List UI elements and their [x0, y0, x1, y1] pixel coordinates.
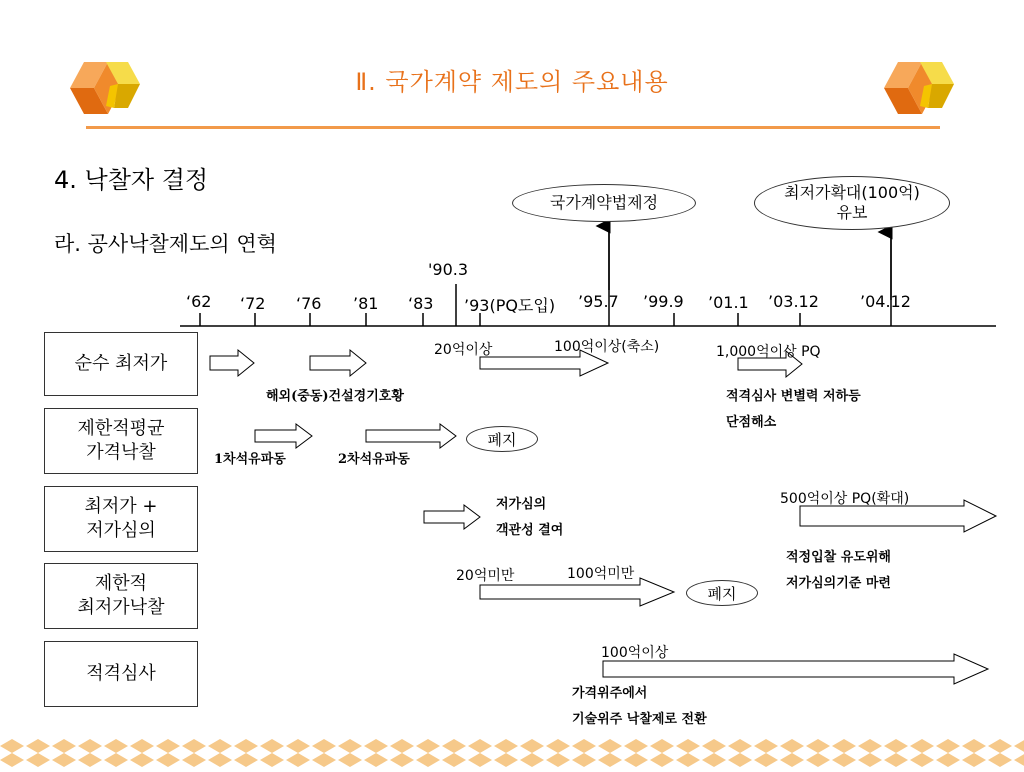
row-label: 순수 최저가 — [74, 353, 168, 374]
note-low-bid-review: 저가심의 — [496, 497, 547, 512]
abolished-badge-2 — [686, 580, 758, 606]
row-limited-average-price — [44, 408, 198, 474]
year-99-9: ’99.9 — [643, 292, 684, 311]
abolished-badge-1 — [466, 426, 538, 452]
year-95-7: ’95.7 — [578, 292, 619, 311]
note-proper-bidding: 적정입찰 유도위해 — [786, 550, 891, 565]
note-oil-shock-1: 1차석유파동 — [214, 452, 286, 467]
label-20-over: 20억이상 — [434, 342, 493, 358]
year-04-12: ’04.12 — [860, 292, 911, 311]
lowest-price-line1: 최저가확대(100억) — [784, 183, 920, 202]
slide-title: Ⅱ. 국가계약 제도의 주요내용 — [355, 68, 669, 96]
label-20-under: 20억미만 — [456, 568, 515, 584]
row-label-line1: 제한적 — [94, 573, 148, 594]
row-label-line2: 최저가낙찰 — [77, 597, 165, 618]
lowest-price-line2: 유보 — [836, 203, 868, 222]
note-lack-objectivity: 객관성 결여 — [496, 523, 564, 538]
row-label-line1: 제한적평균 — [77, 418, 165, 439]
label-1000-pq: 1,000억이상 PQ — [716, 344, 821, 360]
footer-diamond-pattern — [0, 738, 1024, 768]
law-enactment-text: 국가계약법제정 — [549, 193, 659, 212]
year-62: ‘62 — [186, 292, 212, 311]
row-label-line1: 최저가 + — [84, 496, 158, 517]
label-500-pq-expand: 500억이상 PQ(확대) — [780, 491, 910, 507]
row-label: 적격심사 — [86, 663, 156, 684]
year-83: ‘83 — [408, 294, 434, 313]
year-03-12: ’03.12 — [768, 292, 819, 311]
subsection-heading: 라. 공사낙찰제도의 연혁 — [54, 232, 277, 256]
year-93-pq: ’93(PQ도입) — [464, 296, 556, 315]
row-label-line2: 저가심의 — [86, 520, 156, 541]
note-review-standard: 저가심의기준 마련 — [786, 576, 891, 591]
row-lowest-price-low-bid-review — [44, 486, 198, 552]
label-100-over: 100억이상 — [601, 645, 669, 661]
label-100-over-reduced: 100억이상(축소) — [554, 339, 660, 355]
year-81: ’81 — [353, 294, 379, 313]
note-technology-oriented: 기술위주 낙찰제로 전환 — [572, 712, 707, 727]
row-pure-lowest-price — [44, 332, 198, 396]
year-72: ‘72 — [240, 294, 266, 313]
note-price-oriented: 가격위주에서 — [572, 686, 648, 701]
law-enactment-callout — [512, 184, 696, 222]
note-oil-shock-2: 2차석유파동 — [338, 452, 410, 467]
row-qualification-review — [44, 641, 198, 707]
note-discrimination-line2: 단점해소 — [726, 415, 777, 430]
lowest-price-expansion-callout — [754, 176, 950, 230]
year-01-1: ’01.1 — [708, 293, 749, 312]
note-overseas-boom: 해외(중동)건설경기호황 — [266, 389, 404, 404]
abolished-text: 폐지 — [707, 584, 737, 603]
row-label-line2: 가격낙찰 — [86, 442, 156, 463]
section-heading: 4. 낙찰자 결정 — [54, 166, 209, 194]
year-76: ‘76 — [296, 294, 322, 313]
year-90-3: '90.3 — [428, 260, 469, 279]
row-limited-lowest-price — [44, 563, 198, 629]
note-discrimination-line1: 적격심사 변별력 저하등 — [726, 389, 861, 404]
abolished-text: 폐지 — [487, 430, 517, 449]
label-100-under: 100억미만 — [567, 566, 635, 582]
